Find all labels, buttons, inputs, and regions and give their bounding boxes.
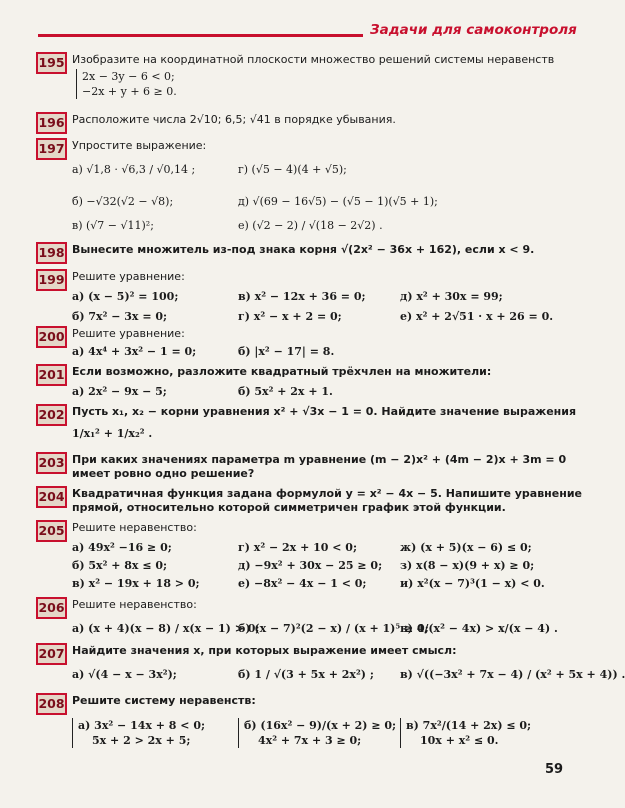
problem-text: имеет ровно одно решение?: [72, 467, 255, 480]
problem-text: Квадратичная функция задана формулой y = x² − 4x − 5. Напишите уравнение: [72, 487, 583, 500]
inequality-system: [76, 69, 177, 99]
item-v: в) (√7 − √11)²;: [72, 219, 154, 232]
problem-text: Решите неравенство:: [72, 598, 197, 611]
system-line: 10x + x² ≤ 0.: [420, 734, 499, 747]
problem-text: Решите неравенство:: [72, 521, 197, 534]
problem-number: 204: [36, 486, 67, 508]
problem-number: 196: [36, 112, 67, 134]
item-v: в) √((−3x² + 7x − 4) / (x² + 5x + 4)) .: [400, 668, 625, 681]
system-v: [400, 718, 531, 748]
item-v: в) x² − 19x + 18 > 0;: [72, 577, 200, 590]
item-b: б) 5x² + 2x + 1.: [238, 385, 333, 398]
system-line: −2x + y + 6 ≥ 0.: [82, 85, 177, 98]
item-b: б) −√32(√2 − √8);: [72, 195, 174, 208]
system-line: 4x² + 7x + 3 ≥ 0;: [258, 734, 362, 747]
system-line: 2x − 3y − 6 < 0;: [82, 70, 175, 83]
item-e: е) −8x² − 4x − 1 < 0;: [238, 577, 367, 590]
problem-text: Изобразите на координатной плоскости множество решений системы неравенств: [72, 53, 555, 66]
item-g: г) x² − x + 2 = 0;: [238, 310, 342, 323]
item-b: б) (x − 7)²(2 − x) / (x + 1)⁵ ≥ 0;: [238, 622, 429, 635]
system-line: 5x + 2 > 2x + 5;: [92, 734, 191, 747]
item-zh: ж) (x + 5)(x − 6) ≤ 0;: [400, 541, 532, 554]
problem-text: Решите систему неравенств:: [72, 694, 256, 707]
problem-number: 198: [36, 242, 67, 264]
expression: 1/x₁² + 1/x₂² .: [72, 427, 153, 440]
problem-number: 201: [36, 364, 67, 386]
item-g: г) x² − 2x + 10 < 0;: [238, 541, 358, 554]
page-number: 59: [545, 762, 564, 777]
problem-number: 203: [36, 452, 67, 474]
item-b: б) 5x² + 8x ≤ 0;: [72, 559, 168, 572]
item-a: а) (x + 4)(x − 8) / x(x − 1) > 0;: [72, 622, 260, 635]
item-v: в) 4/(x² − 4x) > x/(x − 4) .: [400, 622, 558, 635]
problem-number: 207: [36, 643, 67, 665]
header-rule: [38, 34, 363, 37]
item-a: а) 4x⁴ + 3x² − 1 = 0;: [72, 345, 197, 358]
item-b: б) 1 / √(3 + 5x + 2x²) ;: [238, 668, 374, 681]
problem-text: При каких значениях параметра m уравнение (m − 2)x² + (4m − 2)x + 3m = 0: [72, 453, 567, 466]
item-g: г) (√5 − 4)(4 + √5);: [238, 163, 347, 176]
item-i: и) x²(x − 7)³(1 − x) < 0.: [400, 577, 545, 590]
problem-text: Расположите числа 2√10; 6,5; √41 в порядке убывания.: [72, 113, 396, 126]
item-v: в) x² − 12x + 36 = 0;: [238, 290, 366, 303]
problem-text: Вынесите множитель из-под знака корня √(2x² − 36x + 162), если x < 9.: [72, 243, 535, 256]
system-line: а) 3x² − 14x + 8 < 0;: [78, 719, 206, 732]
problem-text: Пусть x₁, x₂ − корни уравнения x² + √3x − 1 = 0. Найдите значение выражения: [72, 405, 577, 418]
item-a: а) (x − 5)² = 100;: [72, 290, 179, 303]
item-a: а) 2x² − 9x − 5;: [72, 385, 167, 398]
item-a: а) 49x² −16 ≥ 0;: [72, 541, 172, 554]
system-line: в) 7x²/(14 + 2x) ≤ 0;: [406, 719, 532, 732]
item-d: д) √(69 − 16√5) − (√5 − 1)(√5 + 1);: [238, 195, 438, 208]
item-d: д) −9x² + 30x − 25 ≥ 0;: [238, 559, 383, 572]
item-e: е) x² + 2√51 · x + 26 = 0.: [400, 310, 554, 323]
item-d: д) x² + 30x = 99;: [400, 290, 503, 303]
problem-text: Найдите значения x, при которых выражение имеет смысл:: [72, 644, 457, 657]
problem-number: 199: [36, 269, 67, 291]
section-title: Задачи для самоконтроля: [370, 22, 577, 38]
problem-number: 206: [36, 597, 67, 619]
problem-number: 195: [36, 52, 67, 74]
problem-text: Если возможно, разложите квадратный трёхчлен на множители:: [72, 365, 492, 378]
problem-text: Решите уравнение:: [72, 327, 185, 340]
problem-number: 205: [36, 520, 67, 542]
item-a: а) √1,8 · √6,3 / √0,14 ;: [72, 163, 196, 176]
system-b: [238, 718, 396, 748]
system-a: [72, 718, 205, 748]
problem-number: 202: [36, 404, 67, 426]
item-e: е) (√2 − 2) / √(18 − 2√2) .: [238, 219, 383, 232]
problem-text: Решите уравнение:: [72, 270, 185, 283]
item-b: б) |x² − 17| = 8.: [238, 345, 335, 358]
problem-number: 200: [36, 326, 67, 348]
problem-text: прямой, относительно которой симметричен график этой функции.: [72, 501, 506, 514]
system-line: б) (16x² − 9)/(x + 2) ≥ 0;: [244, 719, 397, 732]
item-b: б) 7x² − 3x = 0;: [72, 310, 168, 323]
problem-number: 208: [36, 693, 67, 715]
problem-text: Упростите выражение:: [72, 139, 207, 152]
item-a: а) √(4 − x − 3x²);: [72, 668, 177, 681]
item-z: з) x(8 − x)(9 + x) ≥ 0;: [400, 559, 535, 572]
problem-number: 197: [36, 138, 67, 160]
